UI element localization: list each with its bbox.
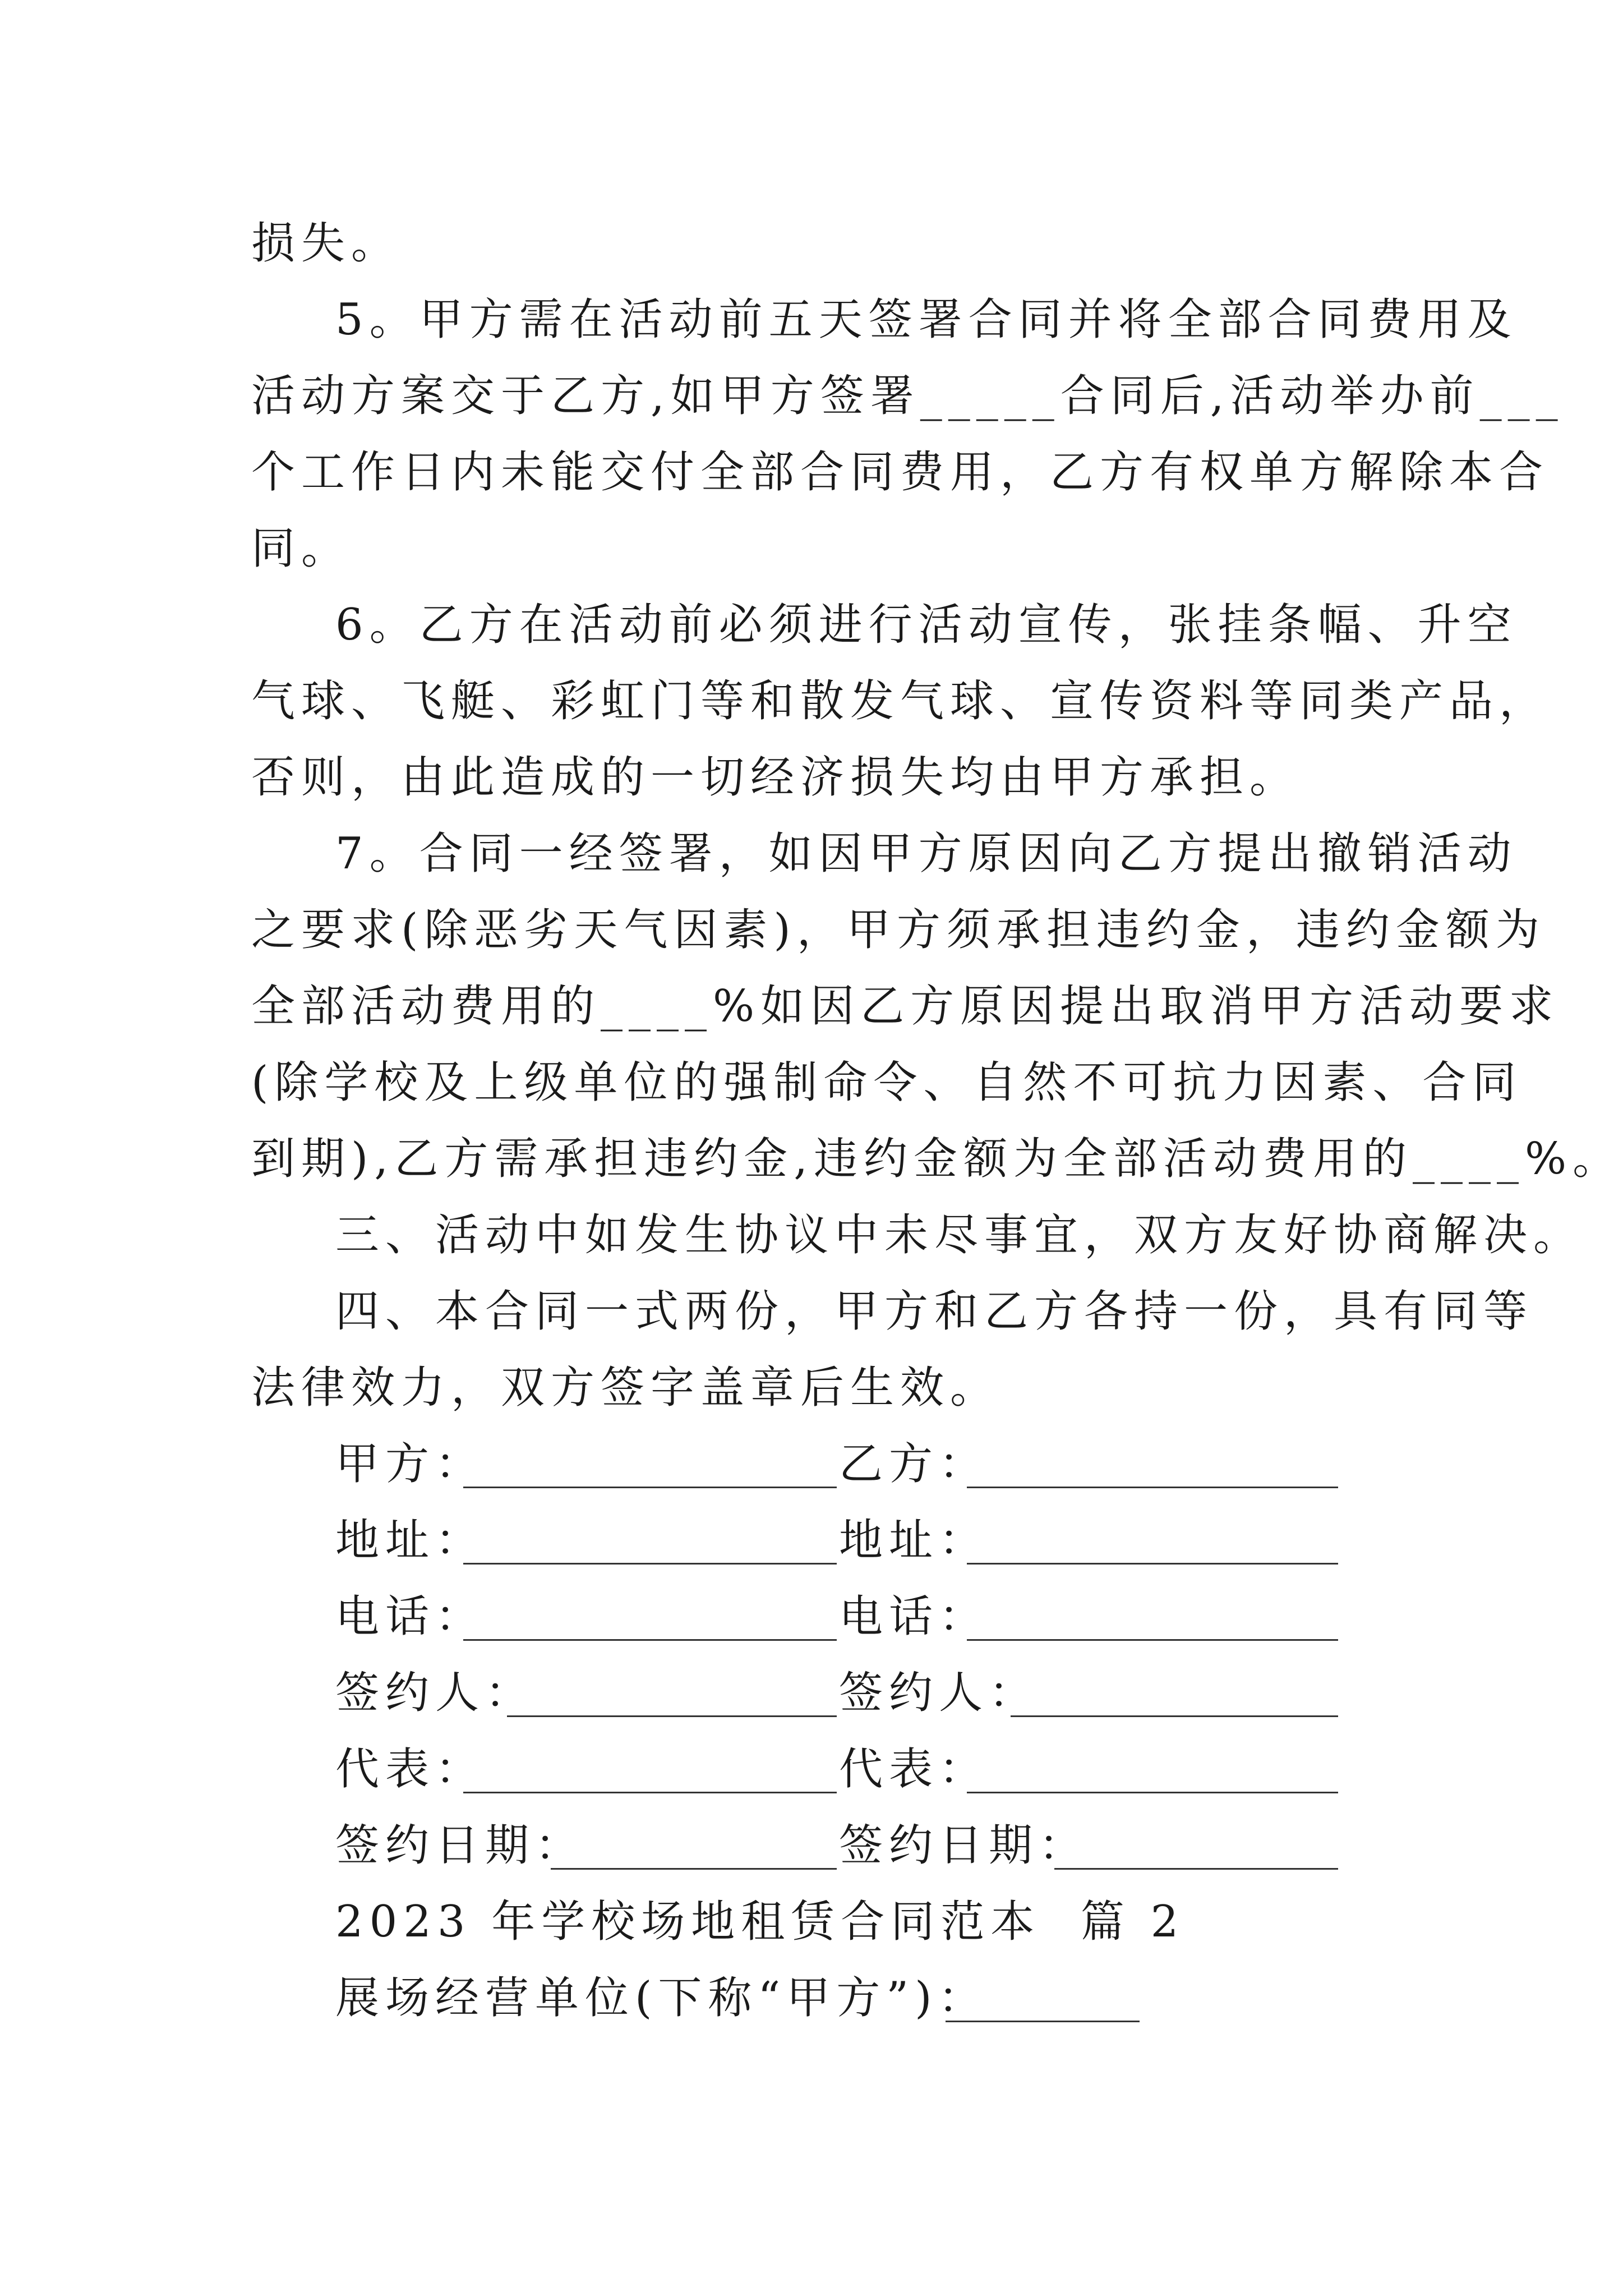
party-b-representative-blank (967, 1792, 1338, 1793)
party-b-label: 乙方： (839, 1439, 989, 1489)
party-b-date-label: 签约日期： (839, 1820, 1089, 1871)
party-a-signer-label: 签约人： (335, 1668, 536, 1718)
party-a-phone-blank (463, 1639, 837, 1641)
party-b-date-blank (1054, 1868, 1338, 1870)
paragraph-line: 6。乙方在活动前必须进行活动宣传，张挂条幅、升空 (335, 600, 1518, 650)
party-a-address-blank (463, 1563, 837, 1565)
paragraph-line: (除学校及上级单位的强制命令、自然不可抗力因素、合同 (251, 1057, 1523, 1108)
paragraph-line: 7。合同一经签署，如因甲方原因向乙方提出撤销活动 (335, 829, 1518, 879)
paragraph-line: 气球、飞艇、彩虹门等和散发气球、宣传资料等同类产品， (251, 676, 1550, 726)
paragraph-line: 之要求(除恶劣天气因素)，甲方须承担违约金，违约金额为 (251, 905, 1546, 955)
party-a-blank (463, 1487, 837, 1488)
party-b-signer-blank (1011, 1715, 1338, 1717)
paragraph-line: 到期),乙方需承担违约金,违约金额为全部活动费用的____%。 (251, 1134, 1623, 1184)
party-a-representative-label: 代表： (335, 1744, 486, 1795)
paragraph-line: 否则，由此造成的一切经济损失均由甲方承担。 (251, 752, 1300, 803)
party-a-date-label: 签约日期： (335, 1820, 585, 1871)
party-b-signer-label: 签约人： (839, 1668, 1039, 1718)
paragraph-line: 全部活动费用的____%如因乙方原因提出取消甲方活动要求 (251, 981, 1560, 1032)
party-b-address-blank (967, 1563, 1338, 1565)
paragraph-line: 活动方案交于乙方,如甲方签署_____合同后,活动举办前___ (251, 371, 1564, 421)
party-a-phone-label: 电话： (335, 1591, 486, 1642)
party-a-address-label: 地址： (335, 1515, 486, 1566)
paragraph-line: 法律效力，双方签字盖章后生效。 (251, 1363, 1000, 1413)
party-a-date-blank (551, 1868, 837, 1870)
party-b-representative-label: 代表： (839, 1744, 989, 1795)
exhibitor-line: 展场经营单位(下称“甲方”)： (335, 1973, 988, 2023)
party-b-address-label: 地址： (839, 1515, 989, 1566)
section-title: 2023 年学校场地租赁合同范本 篇 2 (335, 1897, 1185, 1947)
exhibitor-blank (946, 2021, 1140, 2022)
party-a-signer-blank (507, 1715, 837, 1717)
party-b-phone-blank (967, 1639, 1338, 1641)
paragraph-line: 5。甲方需在活动前五天签署合同并将全部合同费用及 (335, 295, 1518, 345)
paragraph-line: 同。 (251, 523, 352, 574)
paragraph-line: 个工作日内未能交付全部合同费用，乙方有权单方解除本合 (251, 447, 1550, 498)
party-b-blank (967, 1487, 1338, 1488)
party-a-representative-blank (463, 1792, 837, 1793)
party-a-label: 甲方： (335, 1439, 486, 1489)
paragraph-line: 三、活动中如发生协议中未尽事宜，双方友好协商解决。 (335, 1210, 1584, 1260)
paragraph-line: 四、本合同一式两份，甲方和乙方各持一份，具有同等 (335, 1286, 1534, 1337)
party-b-phone-label: 电话： (839, 1591, 989, 1642)
paragraph-line: 损失。 (251, 218, 402, 269)
